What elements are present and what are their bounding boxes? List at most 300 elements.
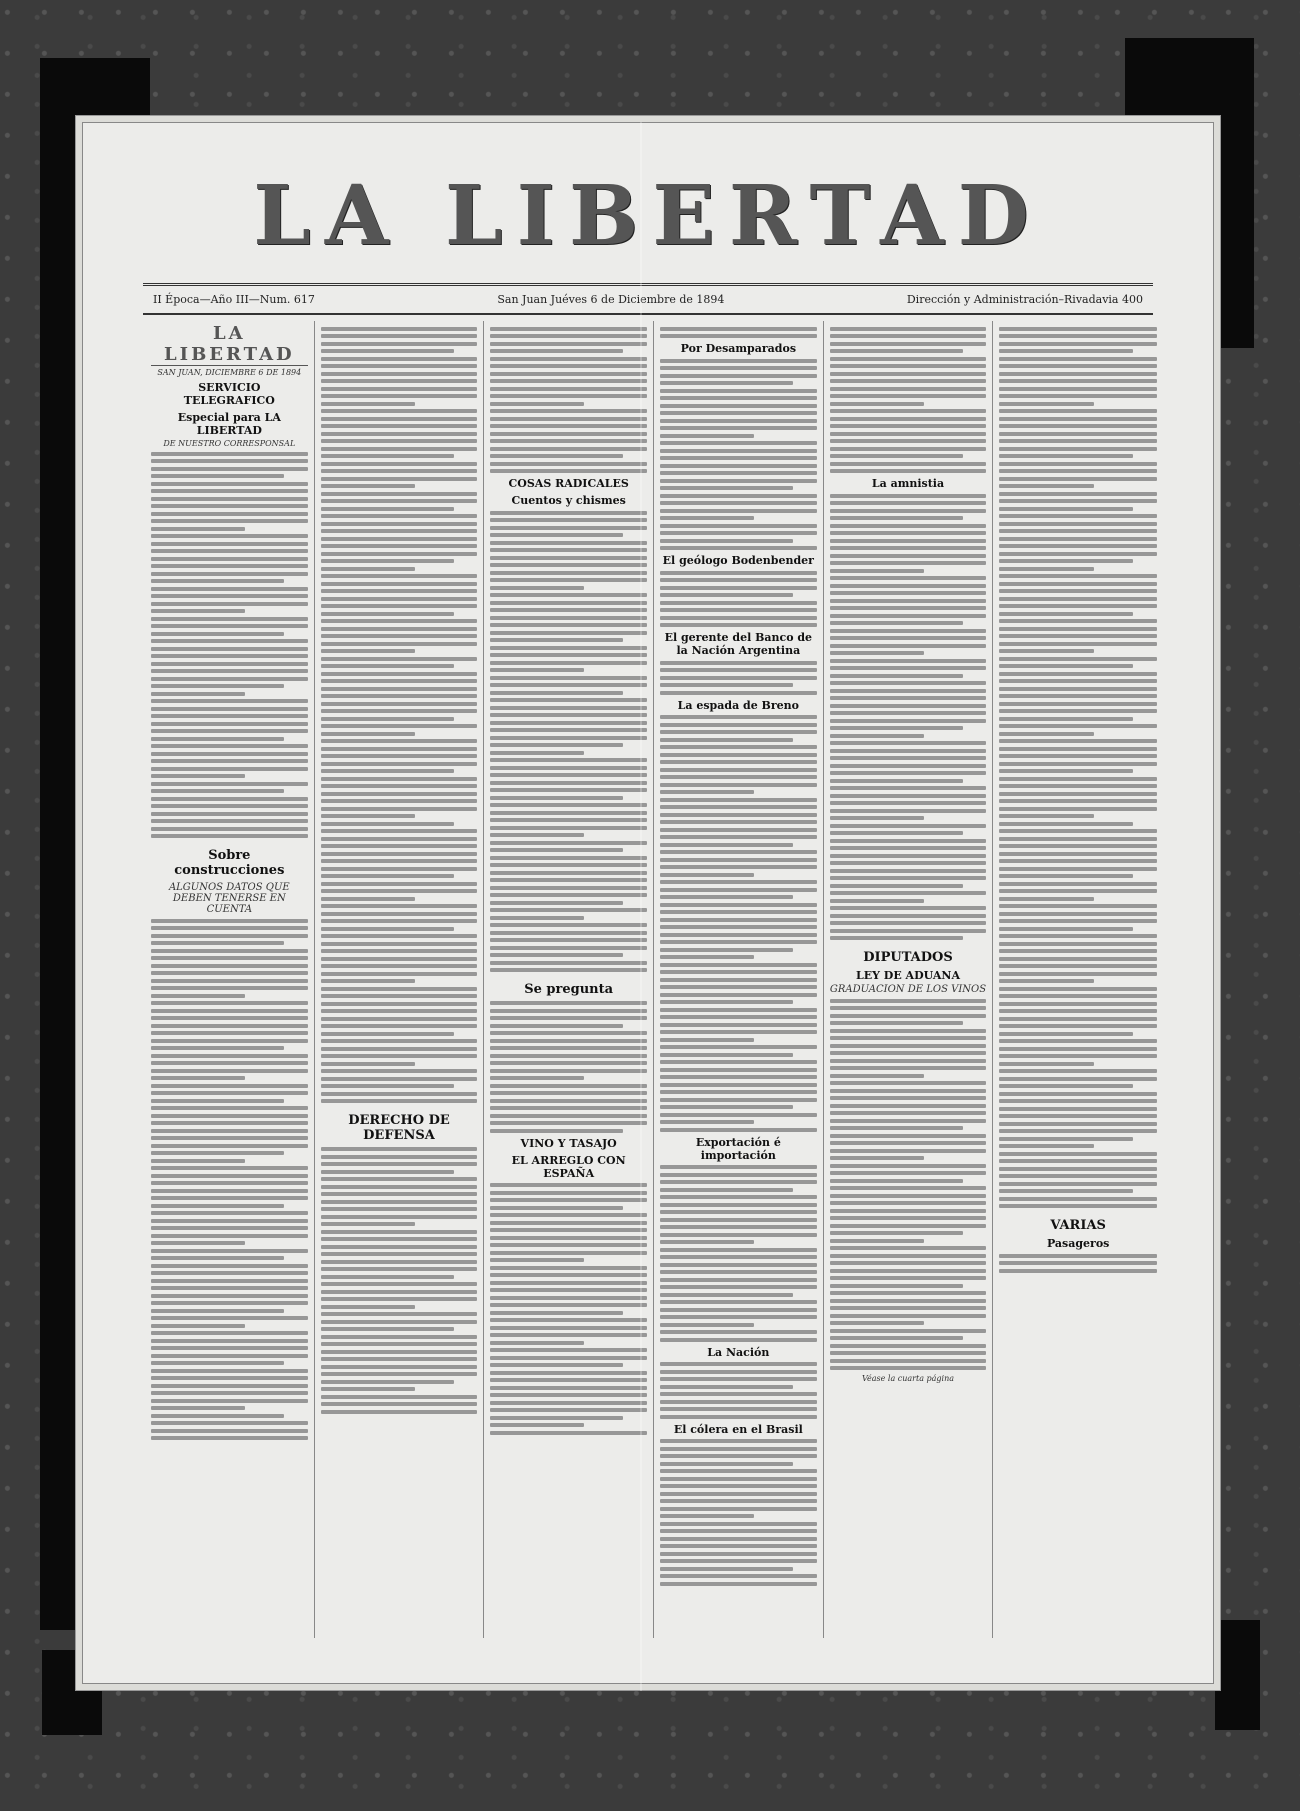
column-masthead: LA LIBERTAD [151, 323, 308, 366]
text-line [321, 979, 415, 983]
text-line [321, 477, 478, 481]
text-line [660, 1240, 754, 1244]
text-line [830, 1359, 987, 1363]
text-line [321, 484, 415, 488]
text-line [151, 812, 308, 816]
text-line [999, 349, 1133, 353]
text-line [999, 484, 1094, 488]
text-line [830, 1329, 987, 1333]
text-line [660, 683, 793, 687]
text-line [999, 754, 1157, 758]
text-line [151, 949, 308, 953]
text-line [830, 659, 987, 663]
text-line [151, 1256, 284, 1260]
text-line [830, 454, 963, 458]
text-line [999, 387, 1157, 391]
text-line [321, 364, 478, 368]
text-line [999, 1129, 1157, 1133]
text-line [321, 627, 478, 631]
text-line [151, 919, 308, 923]
text-line [151, 722, 308, 726]
text-line [490, 631, 647, 635]
text-line [830, 929, 987, 933]
text-line [660, 955, 754, 959]
headline-desamparados: Por Desamparados [680, 342, 797, 355]
text-line [999, 1152, 1157, 1156]
text-line [830, 1216, 987, 1220]
text-line [830, 1006, 987, 1010]
text-line [490, 1378, 647, 1382]
text-line [321, 1350, 478, 1354]
text-line [999, 1254, 1157, 1258]
text-line [830, 447, 987, 451]
text-line [660, 1552, 817, 1556]
text-line [660, 434, 754, 438]
text-line [660, 1293, 793, 1297]
text-line [660, 1008, 817, 1012]
text-line [999, 1077, 1157, 1081]
text-line [660, 723, 817, 727]
text-line [660, 1514, 754, 1518]
text-line [830, 831, 963, 835]
text-line [490, 364, 647, 368]
text-line [660, 334, 817, 338]
text-line [660, 978, 817, 982]
text-line [321, 1185, 478, 1189]
text-line [660, 1023, 817, 1027]
text-line [830, 1366, 987, 1370]
text-line [151, 1309, 284, 1313]
text-line [999, 1002, 1157, 1006]
text-line [830, 1164, 987, 1168]
text-line [151, 669, 308, 673]
text-line [321, 852, 478, 856]
text-line [999, 627, 1157, 631]
text-line [660, 539, 793, 543]
text-line [830, 1321, 924, 1325]
text-line [999, 492, 1157, 496]
text-line [490, 1039, 647, 1043]
text-line [830, 1254, 987, 1258]
text-line [321, 417, 478, 421]
dateline [153, 293, 1143, 306]
text-line [830, 689, 987, 693]
text-line [151, 964, 308, 968]
text-line [660, 531, 817, 535]
text-line [660, 798, 817, 802]
text-line [490, 961, 647, 965]
text-line [660, 359, 817, 363]
text-line [660, 691, 817, 695]
text-line [660, 1263, 817, 1267]
text-line [321, 1252, 478, 1256]
text-line [830, 1014, 987, 1018]
text-line [151, 782, 308, 786]
text-line [321, 552, 478, 556]
text-line [490, 848, 623, 852]
text-line [830, 1306, 987, 1310]
text-line [660, 1454, 817, 1458]
text-line [999, 987, 1157, 991]
column-2 [315, 321, 485, 1638]
text-line [151, 489, 308, 493]
text-line [151, 1324, 245, 1328]
text-line [999, 1054, 1157, 1058]
text-line [999, 1122, 1157, 1126]
text-line [151, 1061, 308, 1065]
text-line [151, 759, 308, 763]
text-line [490, 653, 647, 657]
text-line [830, 432, 987, 436]
text-line [321, 1162, 478, 1166]
text-line [830, 651, 924, 655]
text-line [490, 1198, 647, 1202]
text-line [321, 1177, 478, 1181]
text-line [830, 914, 987, 918]
text-line [321, 1039, 478, 1043]
text-line [490, 586, 584, 590]
text-line [999, 904, 1157, 908]
text-line [490, 676, 647, 680]
text-line [321, 994, 478, 998]
text-line [151, 714, 308, 718]
text-line [830, 936, 963, 940]
text-line [999, 762, 1157, 766]
text-line [321, 1092, 478, 1096]
text-line [830, 1231, 963, 1235]
text-line [660, 441, 817, 445]
text-line [490, 1213, 647, 1217]
text-line [999, 769, 1133, 773]
text-line [490, 578, 647, 582]
text-line [999, 702, 1157, 706]
text-line [490, 803, 647, 807]
text-line [490, 571, 647, 575]
article-body [660, 359, 817, 551]
text-line [321, 349, 454, 353]
text-line [490, 357, 647, 361]
text-line [151, 1279, 308, 1283]
text-line [830, 372, 987, 376]
text-line [151, 1046, 284, 1050]
article-body [999, 327, 1157, 1209]
text-line [490, 616, 647, 620]
text-line [490, 706, 647, 710]
text-line [151, 647, 308, 651]
text-line [151, 482, 308, 486]
text-line [830, 379, 987, 383]
text-line [490, 342, 647, 346]
text-line [321, 867, 478, 871]
text-line [999, 402, 1094, 406]
text-line [660, 1544, 817, 1548]
text-line [999, 694, 1157, 698]
text-line [151, 1429, 308, 1433]
text-line [490, 541, 647, 545]
article-body [490, 1001, 647, 1133]
text-line [151, 1189, 308, 1193]
text-line [321, 514, 478, 518]
text-line [830, 394, 987, 398]
text-line [999, 994, 1157, 998]
text-line [490, 1091, 647, 1095]
text-line [490, 743, 623, 747]
text-line [830, 1246, 987, 1250]
headline-construcciones: Sobre construcciones [174, 848, 285, 878]
text-line [490, 334, 647, 338]
column-date: SAN JUAN, DICIEMBRE 6 DE 1894 [157, 368, 302, 377]
text-line [830, 509, 987, 513]
text-line [999, 409, 1157, 413]
text-line [660, 1370, 817, 1374]
text-line [660, 1323, 754, 1327]
text-line [999, 507, 1133, 511]
text-line [999, 657, 1157, 661]
text-line [660, 601, 817, 605]
headline-colera-brasil: El cólera en el Brasil [673, 1422, 803, 1436]
text-line [830, 801, 987, 805]
text-line [490, 372, 647, 376]
text-line [321, 1147, 478, 1151]
dateline-edition: II Época—Año III—Num. 617 [153, 293, 315, 306]
text-line [321, 559, 454, 563]
article-body [490, 1183, 647, 1435]
text-line [660, 676, 817, 680]
text-line [321, 1024, 478, 1028]
text-line [321, 694, 478, 698]
text-line [490, 721, 647, 725]
text-line [660, 1045, 817, 1049]
text-line [490, 608, 647, 612]
text-line [999, 574, 1157, 578]
text-line [660, 1083, 817, 1087]
text-line [151, 1054, 308, 1058]
text-line [999, 462, 1157, 466]
text-line [999, 799, 1157, 803]
text-line [660, 760, 817, 764]
text-line [151, 834, 308, 838]
text-line [321, 1155, 478, 1159]
text-line [490, 1183, 647, 1187]
text-line [151, 1264, 308, 1268]
text-line [490, 1273, 647, 1277]
headline-varias: VARIAS [1050, 1218, 1106, 1233]
text-line [490, 623, 647, 627]
text-line [830, 1051, 987, 1055]
text-line [999, 1114, 1157, 1118]
text-line [151, 1196, 308, 1200]
text-line [151, 1181, 308, 1185]
text-line [321, 1099, 478, 1103]
text-line [999, 1182, 1157, 1186]
text-line [830, 1044, 987, 1048]
text-line [830, 1126, 963, 1130]
text-line [151, 1016, 308, 1020]
text-line [490, 788, 647, 792]
text-line [490, 417, 647, 421]
text-line [321, 394, 478, 398]
text-line [490, 1228, 647, 1232]
text-line [999, 619, 1157, 623]
text-line [321, 522, 478, 526]
text-line [660, 1120, 754, 1124]
text-line [660, 578, 817, 582]
text-line [151, 934, 308, 938]
text-line [151, 729, 308, 733]
text-line [151, 1144, 308, 1148]
text-line [321, 829, 478, 833]
text-line [999, 747, 1157, 751]
subhead-datos: ALGUNOS DATOS QUE DEBEN TENERSE EN CUENTA [168, 882, 290, 915]
text-line [490, 781, 647, 785]
text-line [321, 1245, 478, 1249]
text-line [490, 1363, 623, 1367]
text-line [321, 822, 454, 826]
text-line [999, 454, 1133, 458]
text-line [999, 634, 1157, 638]
text-line [660, 1188, 793, 1192]
text-line [660, 1270, 817, 1274]
text-line [999, 477, 1157, 481]
text-line [151, 519, 308, 523]
text-line [151, 474, 284, 478]
text-line [660, 1053, 793, 1057]
text-line [490, 1009, 647, 1013]
text-line [490, 953, 623, 957]
text-line [151, 1234, 308, 1238]
continued-note: Véase la cuarta página [861, 1373, 955, 1383]
text-line [321, 567, 415, 571]
text-line [999, 327, 1157, 331]
text-line [660, 471, 817, 475]
text-line [151, 699, 308, 703]
text-line [660, 661, 817, 665]
text-line [660, 813, 817, 817]
text-line [660, 546, 817, 550]
text-line [321, 597, 478, 601]
text-line [660, 1330, 817, 1334]
text-line [660, 1300, 817, 1304]
text-line [999, 889, 1157, 893]
text-line [660, 985, 817, 989]
text-line [830, 584, 987, 588]
text-line [490, 766, 647, 770]
text-line [321, 1387, 415, 1391]
text-line [830, 1344, 987, 1348]
text-line [151, 956, 308, 960]
text-line [830, 786, 987, 790]
text-line [830, 539, 987, 543]
text-line [660, 516, 754, 520]
text-line [999, 859, 1157, 863]
text-line [321, 672, 478, 676]
text-line [660, 501, 817, 505]
text-line [999, 544, 1157, 548]
masthead-rule [143, 283, 1153, 286]
text-line [490, 402, 584, 406]
text-line [321, 537, 478, 541]
text-line [490, 1401, 647, 1405]
text-line [999, 679, 1157, 683]
text-line [490, 1114, 647, 1118]
text-line [830, 1021, 963, 1025]
text-line [321, 529, 478, 533]
text-line [999, 522, 1157, 526]
text-line [151, 534, 308, 538]
text-line [660, 745, 817, 749]
text-line [830, 591, 987, 595]
text-line [999, 432, 1157, 436]
text-line [321, 402, 415, 406]
text-line [490, 1318, 647, 1322]
text-line [660, 1407, 817, 1411]
text-line [321, 897, 415, 901]
text-line [999, 717, 1133, 721]
text-line [999, 807, 1157, 811]
column-3 [484, 321, 654, 1638]
text-line [490, 1121, 647, 1125]
text-line [999, 1261, 1157, 1265]
text-line [830, 349, 963, 353]
text-line [660, 486, 793, 490]
text-line [321, 1365, 478, 1369]
text-line [830, 1314, 987, 1318]
text-line [660, 327, 817, 331]
text-line [490, 698, 647, 702]
article-body [660, 661, 817, 695]
text-line [830, 1276, 987, 1280]
text-line [321, 709, 478, 713]
text-line [830, 1351, 987, 1355]
text-line [490, 1221, 647, 1225]
text-line [151, 1286, 308, 1290]
text-line [151, 1369, 308, 1373]
text-line [660, 1362, 817, 1366]
text-line [830, 794, 987, 798]
article-body [151, 919, 308, 1441]
text-line [321, 1290, 478, 1294]
text-line [151, 684, 284, 688]
text-line [490, 1046, 647, 1050]
text-line [321, 679, 478, 683]
text-line [830, 869, 987, 873]
text-line [321, 544, 478, 548]
text-line [151, 1136, 308, 1140]
text-line [490, 1341, 584, 1345]
text-line [660, 1462, 793, 1466]
text-line [830, 1336, 963, 1340]
text-line [660, 1000, 793, 1004]
text-line [830, 1104, 987, 1108]
text-line [660, 668, 817, 672]
text-line [660, 1015, 817, 1019]
text-line [321, 1297, 478, 1301]
article-body [321, 327, 478, 1104]
text-line [321, 439, 478, 443]
text-line [999, 687, 1157, 691]
text-line [660, 790, 754, 794]
text-line [151, 819, 308, 823]
text-line [830, 756, 987, 760]
text-line [999, 1107, 1157, 1111]
text-line [321, 762, 478, 766]
text-line [830, 644, 987, 648]
text-line [999, 334, 1157, 338]
headline-derecho-defensa: DERECHO DE DEFENSA [348, 1113, 450, 1143]
text-line [660, 608, 817, 612]
text-line [660, 1469, 817, 1473]
text-line [830, 614, 987, 618]
